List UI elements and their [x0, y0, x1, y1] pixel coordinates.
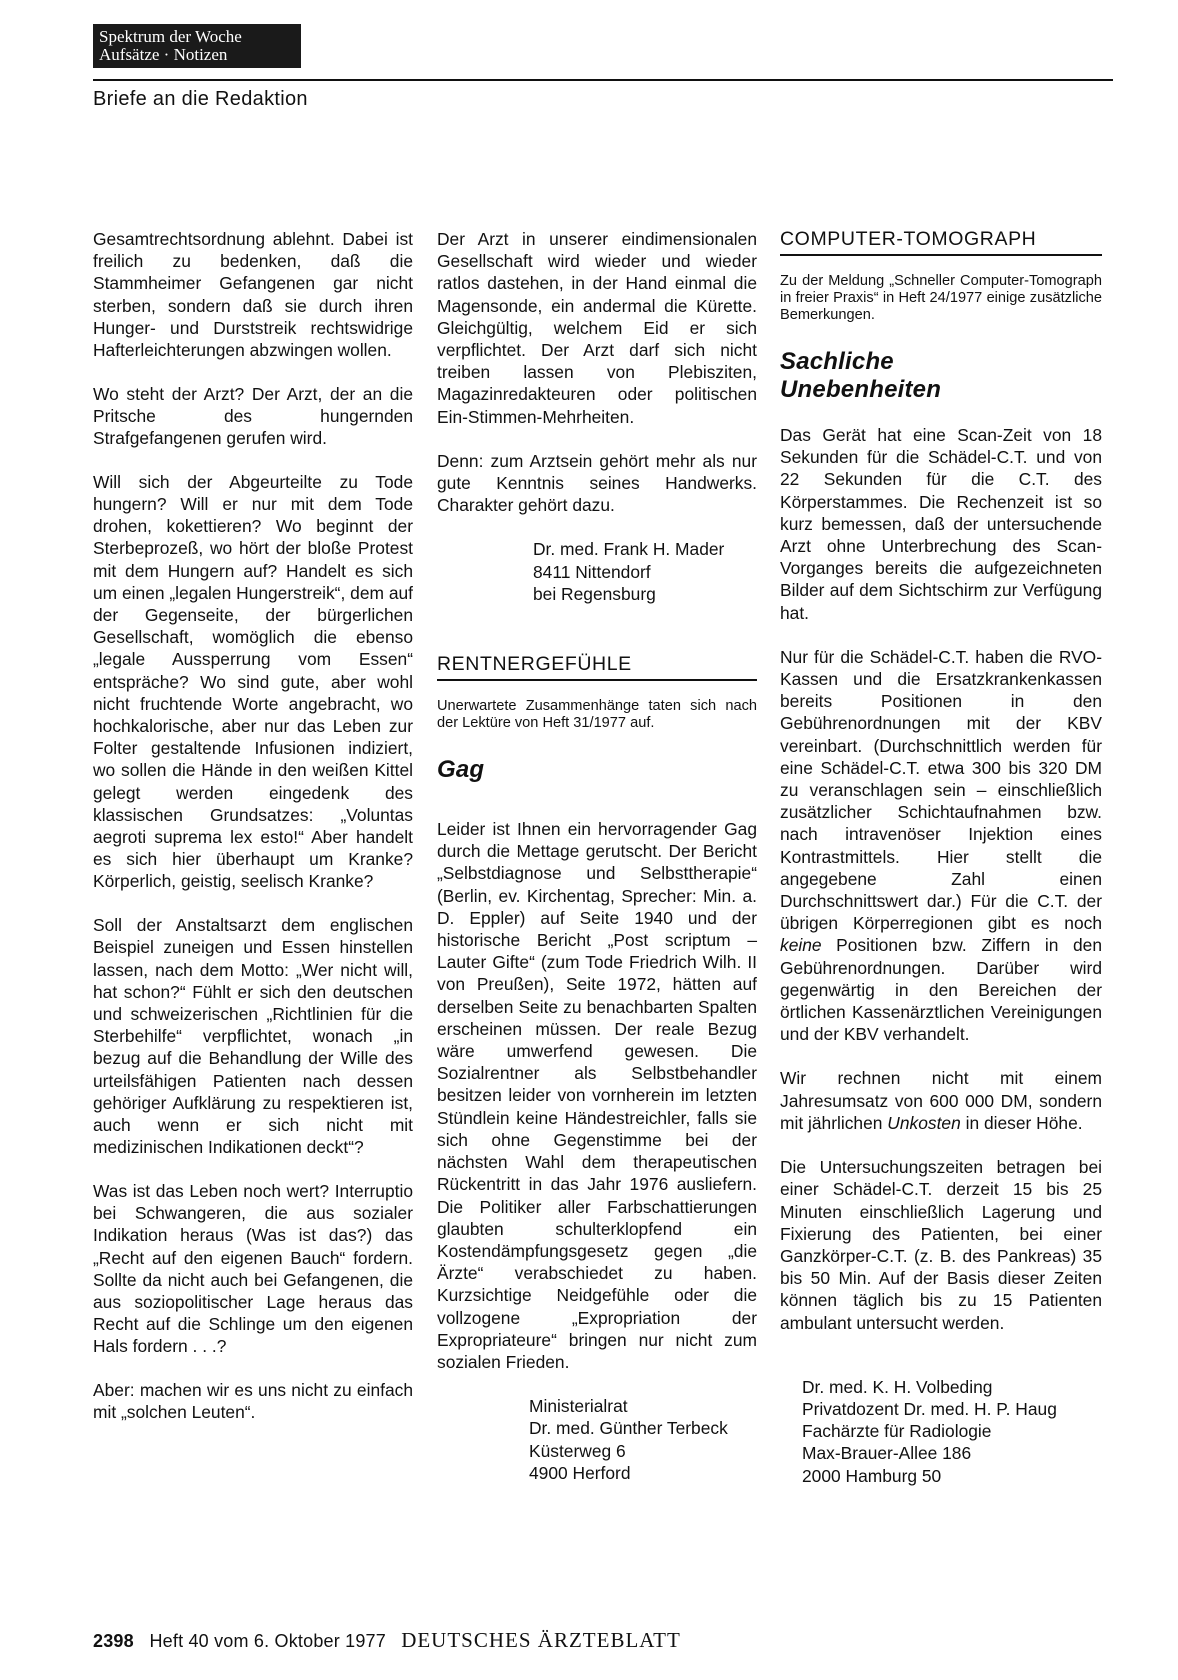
- issue-info: Heft 40 vom 6. Oktober 1977: [149, 1631, 386, 1651]
- paragraph: Die Untersuchungszeiten betragen bei einer Schädel-C.T. derzeit 15 bis 25 Minuten einschließlich Lagerung und Fixierung des Patienten, bei einer Ganzkörper-C.T. (z. B. des Pankreas) 35 bis 50 Min. Auf der Basis dieser Zeiten können täglich bis zu 15 Patienten ambulant untersucht werden.: [780, 1157, 1102, 1333]
- rubric-line-1: Spektrum der Woche: [99, 27, 242, 46]
- column-2: [437, 228, 757, 1484]
- signature-volbeding-haug: [802, 1376, 1102, 1487]
- magazine-name: DEUTSCHES ÄRZTEBLATT: [401, 1628, 681, 1652]
- paragraph: Was ist das Leben noch wert? Interruptio bei Schwangeren, die aus sozialer Indikation heraus (Was ist das?) das „Recht auf den eigenen Bauch“ fordern. Sollte da nicht auch bei Gefangenen, die aus soziopolitischer Lage heraus das Recht auf die Schlinge um den eigenen Hals fordern . . .?: [93, 1180, 413, 1357]
- paragraph: Will sich der Abgeurteilte zu Tode hungern? Will er nur mit dem Tode drohen, kokettieren? Wo beginnt der Sterbeprozeß, wo hört der bloße Protest mit dem Hungern auf? Handelt es sich um einen „legalen Hungerstreik“, dem auf der Gegenseite, der bürgerlichen Gesellschaft, womöglich die ebenso „legale Aussperrung vom Essen“ entspräche? Wo sind gute, aber wohl nicht fruchtende Worte angebracht, wo hochkalorische, aber nur das Leben zur Folter gestaltende Infusionen indiziert, wo sollen die Hände in den weißen Kittel gelegt werden eingedenk des klassischen Grundsatzes: „Voluntas aegroti suprema lex esto!“ Aber handelt es sich hier überhaupt um Kranke? Körperlich, geistig, seelisch Kranke?: [93, 471, 413, 892]
- headline-line: Sachliche: [780, 348, 894, 375]
- rubric-line-2: Aufsätze · Notizen: [99, 45, 228, 64]
- signature-mader: [533, 538, 757, 605]
- signature-line: bei Regensburg: [533, 583, 656, 604]
- paragraph: Wo steht der Arzt? Der Arzt, der an die Pritsche des hungernden Strafgefangenen gerufen wird.: [93, 383, 413, 449]
- paragraph: Das Gerät hat eine Scan-Zeit von 18 Sekunden für die Schädel-C.T. und von 22 Sekunden für die C.T. des Körperstammes. Die Rechenzeit ist so kurz bemessen, daß der untersuchende Arzt ohne Unterbrechung des Scan-Vorganges bereits die aufgezeichneten Bilder auf dem Sichtschirm zur Verfügung hat.: [780, 425, 1102, 623]
- signature-line: 2000 Hamburg 50: [802, 1465, 942, 1486]
- page-footer: [93, 1628, 681, 1653]
- signature-terbeck: [529, 1395, 757, 1484]
- paragraph: [780, 1067, 1102, 1134]
- page-number: 2398: [93, 1631, 134, 1651]
- signature-line: Dr. med. Günther Terbeck: [529, 1418, 728, 1439]
- text-run: Positionen bzw. Ziffern in den Gebührenordnungen. Darüber wird gegenwärtig in den Bereichen der örtlichen Kassenärztlichen Vereinigungen und der KBV verhandelt.: [780, 935, 1102, 1045]
- signature-line: Dr. med. Frank H. Mader: [533, 539, 725, 560]
- headline-sachliche-unebenheiten: [780, 348, 1102, 404]
- emphasis: Unkosten: [887, 1112, 961, 1133]
- emphasis: keine: [780, 935, 822, 956]
- signature-line: 8411 Nittendorf: [533, 561, 651, 582]
- signature-line: Privatdozent Dr. med. H. P. Haug: [802, 1398, 1057, 1419]
- headline-line: Unebenheiten: [780, 376, 942, 403]
- column-3: [780, 228, 1102, 1487]
- paragraph: Der Arzt in unserer eindimensionalen Gesellschaft wird wieder und wieder ratlos dastehen, in der Hand einmal die Magensonde, ein andermal die Kürette. Gleichgültig, welchem Eid er sich verpflichtet. Der Arzt darf sich nicht treiben lassen von Plebisziten, Magazinredakteuren oder politischen Ein-Stimmen-Mehrheiten.: [437, 229, 757, 427]
- top-rule: [93, 79, 1113, 81]
- intro-computer-tomograph: Zu der Meldung „Schneller Computer-Tomograph in freier Praxis“ in Heft 24/1977 einige zusätzliche Bemerkungen.: [780, 273, 1102, 323]
- signature-line: Ministerialrat: [529, 1396, 628, 1417]
- intro-rentnergefuehle: Unerwartete Zusammenhänge taten sich nach der Lektüre von Heft 31/1977 auf.: [437, 698, 757, 732]
- signature-line: 4900 Herford: [529, 1462, 631, 1483]
- paragraph: Soll der Anstaltsarzt dem englischen Beispiel zuneigen und Essen hinstellen lassen, nach dem Motto: „Wer nicht will, hat schon?“ Fühlt er sich den deutschen und schweizerischen „Richtlinien für die Sterbehilfe“ verpflichtet, wonach „in bezug auf die Behandlung der Wille des urteilsfähigen Patienten nach dessen gehöriger Aufklärung zu respektieren ist, auch wenn er sich nicht mit medizinischen Indikationen deckt“?: [93, 915, 413, 1158]
- signature-line: Max-Brauer-Allee 186: [802, 1443, 972, 1464]
- paragraph: [780, 646, 1102, 1046]
- paragraph: Aber: machen wir es uns nicht zu einfach mit „solchen Leuten“.: [93, 1380, 413, 1423]
- signature-line: Fachärzte für Radiologie: [802, 1421, 992, 1442]
- text-run: in dieser Höhe.: [960, 1112, 1083, 1133]
- section-rubric: [93, 24, 301, 68]
- signature-line: Küsterweg 6: [529, 1440, 626, 1461]
- heading-rentnergefuehle: RENTNERGEFÜHLE: [437, 653, 757, 681]
- letter-gag: Leider ist Ihnen ein hervorragender Gag durch die Mettage gerutscht. Der Bericht „Selbstdiagnose und Selbsttherapie“ (Berlin, ev. Kirchentag, Sprecher: Min. a. D. Eppler) auf Seite 1940 und der historische Bericht „Post scriptum – Lauter Gifte“ (zum Tode Friedrich Wilh. II von Preußen), Seite 1972, hätten auf derselben Seite zu benachbarten Spalten erscheinen müssen. Der reale Bezug wäre umwerfend gewesen. Die Sozialrentner als Selbstbehandler besitzen leider von vornherein im letzten Stündlein keine Händestreichler, falls sie sich ohne Gegenstimme bei der nächsten Wahl dem therapeutischen Rückentritt in das Jahr 1976 ausliefern. Die Politiker aller Farbschattierungen glaubten schulterklopfend ein Kostendämpfungsgesetz gegen „die Ärzte“ verabschiedet zu haben. Kurzsichtige Neidgefühle oder die vollzogene „Expropriation der Expropriateure“ bringen nur nicht zum sozialen Frieden.: [437, 819, 757, 1372]
- paragraph: Denn: zum Arztsein gehört mehr als nur gute Kenntnis seines Handwerks. Charakter gehört dazu.: [437, 450, 757, 516]
- headline-gag: Gag: [437, 756, 485, 784]
- column-1: [93, 228, 413, 1445]
- paragraph: Gesamtrechtsordnung ablehnt. Dabei ist freilich zu bedenken, daß die Stammheimer Gefangenen gar nicht sterben, sondern daß sie durch ihren Hunger- und Durststreik rechtswidrige Hafterleichterungen abzwingen wollen.: [93, 229, 413, 361]
- section-title: Briefe an die Redaktion: [93, 88, 308, 110]
- signature-line: Dr. med. K. H. Volbeding: [802, 1376, 993, 1397]
- text-run: Wir rechnen nicht mit einem Jahresumsatz von 600 000 DM, sondern mit jährlichen: [780, 1068, 1102, 1133]
- heading-computer-tomograph: COMPUTER-TOMOGRAPH: [780, 228, 1102, 256]
- text-run: Nur für die Schädel-C.T. haben die RVO-Kassen und die Ersatzkrankenkassen bereits Positionen in den Gebührenordnungen mit der KBV vereinbart. (Durchschnittlich werden für eine Schädel-C.T. etwa 300 bis 320 DM zu veranschlagen sein – einschließlich zusätzlicher Schichtaufnahmen bzw. nach intravenöser Injektion eines Kontrastmittels. Hier stellt die angegebene Zahl einen Durchschnittswert dar.) Für die C.T. der übrigen Körperregionen gibt es noch: [780, 646, 1102, 934]
